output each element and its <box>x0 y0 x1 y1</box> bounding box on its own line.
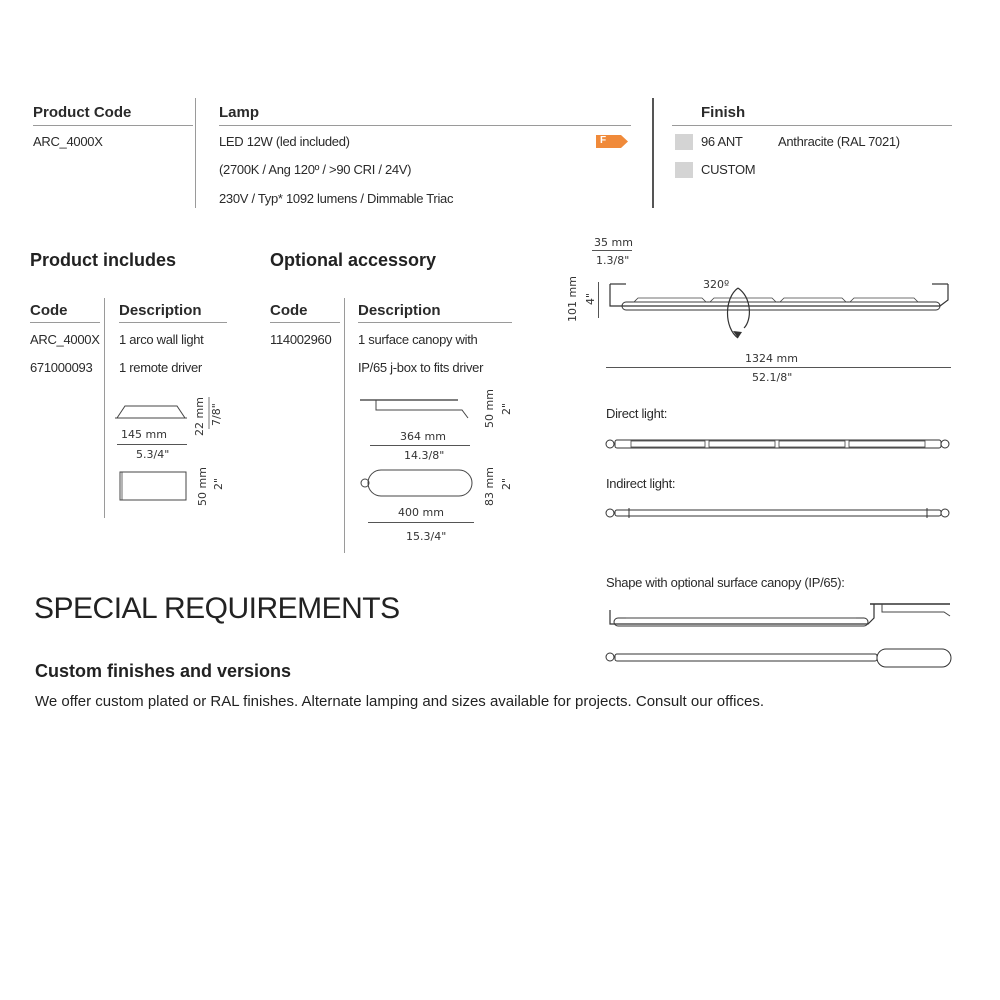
dimension-line <box>117 444 187 445</box>
direct-light-label: Direct light: <box>606 406 668 421</box>
finish-swatch-ant <box>675 134 693 150</box>
canopy-depth-in: 2" <box>500 477 513 490</box>
accessory-code-1: 114002960 <box>270 332 332 347</box>
canopy-height-mm: 50 mm <box>483 389 496 428</box>
dimension-line <box>368 522 474 523</box>
indirect-light-label: Indirect light: <box>606 476 676 491</box>
accessory-code-header: Code <box>270 302 308 319</box>
energy-class-label: F <box>600 135 607 146</box>
divider <box>358 322 512 323</box>
divider <box>104 298 105 518</box>
divider <box>672 125 952 126</box>
canopy-shape-top-drawing <box>605 648 955 670</box>
canopy-side-drawing <box>358 396 470 422</box>
special-requirements-body: We offer custom plated or RAL finishes. Alternate lamping and sizes available for projects. Consult our offices. <box>35 693 764 710</box>
includes-desc-header: Description <box>119 302 202 319</box>
driver-height-in: 7/8" <box>210 403 223 426</box>
driver-width-mm: 145 mm <box>121 428 167 441</box>
canopy-top-drawing <box>356 466 476 502</box>
driver-profile-drawing <box>115 398 195 428</box>
includes-code-1: ARC_4000X <box>30 332 100 347</box>
accessory-desc-1b: IP/65 j-box to fits driver <box>358 360 484 375</box>
direct-light-drawing <box>605 436 951 452</box>
canopy-width-in: 14.3/8" <box>404 449 445 462</box>
accessory-desc-1a: 1 surface canopy with <box>358 332 478 347</box>
lamp-height-mm: 101 mm <box>566 276 579 322</box>
accessory-desc-header: Description <box>358 302 441 319</box>
special-requirements-title: SPECIAL REQUIREMENTS <box>34 592 400 625</box>
divider <box>195 98 196 208</box>
driver-height-mm: 22 mm <box>193 397 206 436</box>
divider <box>344 298 345 553</box>
divider <box>270 322 340 323</box>
includes-code-header: Code <box>30 302 68 319</box>
includes-desc-1: 1 arco wall light <box>119 332 204 347</box>
includes-code-2: 671000093 <box>30 360 93 375</box>
finish-code-custom: CUSTOM <box>701 162 756 177</box>
canopy-depth-mm: 83 mm <box>483 467 496 506</box>
driver-depth-in: 2" <box>212 477 225 490</box>
lamp-side-drawing <box>606 272 951 322</box>
divider <box>33 125 193 126</box>
canopy-height-in: 2" <box>500 402 513 415</box>
lamp-length-in: 52.1/8" <box>752 371 793 384</box>
canopy-shape-label: Shape with optional surface canopy (IP/65): <box>606 575 845 590</box>
lamp-header: Lamp <box>219 104 260 121</box>
custom-finishes-subtitle: Custom finishes and versions <box>35 661 292 681</box>
includes-desc-2: 1 remote driver <box>119 360 202 375</box>
finish-name-ant: Anthracite (RAL 7021) <box>778 134 900 149</box>
dimension-line <box>370 445 470 446</box>
energy-class-badge <box>596 135 628 148</box>
canopy-width-mm: 364 mm <box>400 430 446 443</box>
product-code-value: ARC_4000X <box>33 134 103 149</box>
divider <box>119 322 227 323</box>
canopy-length-in: 15.3/4" <box>406 530 447 543</box>
finish-code-ant: 96 ANT <box>701 134 743 149</box>
rotation-label: 320º <box>703 278 730 291</box>
driver-depth-mm: 50 mm <box>196 467 209 506</box>
optional-accessory-title: Optional accessory <box>270 250 437 270</box>
finish-header: Finish <box>701 104 746 121</box>
lamp-line-2: (2700K / Ang 120º / >90 CRI / 24V) <box>219 162 412 177</box>
dimension-line <box>592 250 632 251</box>
canopy-shape-side-drawing <box>606 600 952 636</box>
product-code-header: Product Code <box>33 104 132 121</box>
divider <box>219 125 631 126</box>
lamp-height-in: 4" <box>584 292 597 305</box>
product-includes-title: Product includes <box>30 250 177 270</box>
rotation-arrow-icon <box>722 284 762 344</box>
lamp-line-1: LED 12W (led included) <box>219 134 350 149</box>
driver-top-drawing <box>118 470 190 502</box>
lamp-depth-mm: 35 mm <box>594 236 633 249</box>
lamp-line-3: 230V / Typ* 1092 lumens / Dimmable Triac <box>219 191 454 206</box>
dimension-line <box>606 367 951 368</box>
indirect-light-drawing <box>605 505 951 521</box>
lamp-length-mm: 1324 mm <box>745 352 798 365</box>
canopy-length-mm: 400 mm <box>398 506 444 519</box>
divider <box>30 322 100 323</box>
lamp-depth-in: 1.3/8" <box>596 254 630 267</box>
divider <box>652 98 654 208</box>
finish-swatch-custom <box>675 162 693 178</box>
dimension-line <box>598 282 599 318</box>
driver-width-in: 5.3/4" <box>136 448 170 461</box>
